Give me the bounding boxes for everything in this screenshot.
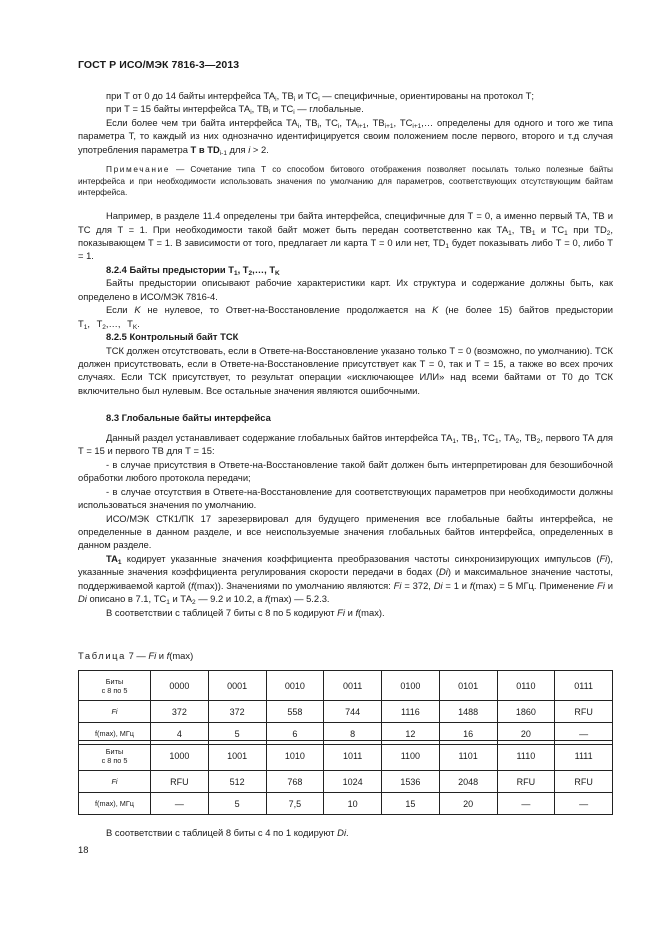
table-caption: Таблица 7 — Fi и f(max) bbox=[78, 650, 194, 661]
table-7-part-2 bbox=[78, 740, 613, 815]
table-cell: 10 bbox=[324, 793, 382, 815]
document-body bbox=[78, 89, 613, 619]
paragraph: Данный раздел устанавливает содержание глобальных байтов интерфейса $ТА_1$, $ТВ_1$, $ТС_1$, $ТА_2$, $ТВ_2$, первого ТА для Т = 15 и первого ТВ для Т = 15: bbox=[78, 431, 613, 457]
section-heading-8-3: 8.3 Глобальные байты интерфейса bbox=[106, 412, 271, 424]
paragraph: Если K не нулевое, то Ответ-на-Восстановление продолжается на K (не более 15) байтов предыстории $Т_1$, $Т_2,\dots$, $Т_K$. bbox=[78, 304, 613, 331]
paragraph: Например, в разделе 11.4 определены три байта интерфейса, специфичные для Т = 0, а именно первый ТА, ТВ и ТС для Т = 1. При необходимости такой байт может быть передан соответственно как $ТА_1$, $ТВ_1$ и $ТС_1$ при $ТD_2$, показывающем Т = 1. В зависимости от того, предлагает ли карта Т = 0 или нет, $ТD_1$ будет показывать либо Т = 0, либо Т = 1. bbox=[78, 210, 613, 262]
table-cell: 16 bbox=[439, 723, 497, 745]
list-item: - в случае присутствия в Ответе-на-Восстановление такой байт должен быть интерпретирован для безошибочной обработки любого протокола передачи; bbox=[78, 458, 613, 484]
row-header-fmax: f(max), МГц bbox=[79, 723, 151, 745]
note: Примечание — Сочетание типа Т со способом битового отображения позволяет посылать только полезные байты интерфейса и при необходимости использовать значения по умолчанию для параметров, соответствующих отсутствующим байтам интерфейса. bbox=[78, 164, 613, 198]
list-item: - в случае отсутствия в Ответе-на-Восстановление для соответствующих параметров при необходимости должны использоваться значения по умолчанию. bbox=[78, 485, 613, 511]
paragraph: ИСО/МЭК СТК1/ПК 17 зарезервировал для будущего применения все глобальные байты интерфейса, не определенные в данном разделе, и все неиспользуемые значения глобальных байтов интерфейса, определенных в данном разделе. bbox=[78, 512, 613, 551]
table-cell: 744 bbox=[324, 701, 382, 723]
table-cell: RFU bbox=[151, 771, 209, 793]
table-cell: 1011 bbox=[324, 741, 382, 771]
section-heading-8-2-4: 8.2.4 Байты предыстории $Т_1$, $Т_2,\dots$, $Т_K$ bbox=[106, 263, 280, 277]
row-header-bits: Биты с 8 по 5 bbox=[79, 671, 151, 701]
table-cell: 7,5 bbox=[266, 793, 324, 815]
table-cell: 372 bbox=[151, 701, 209, 723]
table-cell: 0000 bbox=[151, 671, 209, 701]
paragraph: Если более чем три байта интерфейса $ТА_i$, $ТВ_i$, $ТС_i$, $ТА_{i+1}$, $ТВ_{i+1}$, $ТС_{i+1},\dots$ определены для одного и того же типа параметра Т, то каждый из них однозначно идентифицируется своим положением после первого, второго и т.д случая употребления параметра Т в $ТD_{i-1}$ для i > 2. bbox=[78, 116, 613, 157]
table-cell: — bbox=[555, 723, 613, 745]
table-cell: 1010 bbox=[266, 741, 324, 771]
table-cell: 0100 bbox=[382, 671, 440, 701]
paragraph: при Т от 0 до 14 байты интерфейса $ТА_i$, $ТВ_i$ и $ТС_i$ — специфичные, ориентированы на протокол Т; bbox=[106, 90, 534, 103]
table-cell: RFU bbox=[555, 701, 613, 723]
paragraph: Байты предыстории описывают рабочие характеристики карт. Их структура и содержание должны быть, как определено в ИСО/МЭК 7816-4. bbox=[78, 277, 613, 302]
table-cell: 1000 bbox=[151, 741, 209, 771]
table-row bbox=[79, 771, 613, 793]
table-cell: 15 bbox=[382, 793, 440, 815]
table-cell: RFU bbox=[497, 771, 555, 793]
table-cell: 6 bbox=[266, 723, 324, 745]
table-cell: 4 bbox=[151, 723, 209, 745]
table-cell: 1488 bbox=[439, 701, 497, 723]
table-cell: 1111 bbox=[555, 741, 613, 771]
table-cell: 5 bbox=[208, 793, 266, 815]
table-row bbox=[79, 741, 613, 771]
table-cell: 0010 bbox=[266, 671, 324, 701]
table-cell: 512 bbox=[208, 771, 266, 793]
table-cell: 1100 bbox=[382, 741, 440, 771]
row-header-fi: Fi bbox=[79, 771, 151, 793]
table-cell: 0101 bbox=[439, 671, 497, 701]
table-cell: 1110 bbox=[497, 741, 555, 771]
table-7-part-1 bbox=[78, 670, 613, 745]
page-number: 18 bbox=[78, 844, 89, 855]
table-cell: 0110 bbox=[497, 671, 555, 701]
row-header-bits: Биты с 8 по 5 bbox=[79, 741, 151, 771]
paragraph: ТСК должен отсутствовать, если в Ответе-на-Восстановление указано только Т = 0 (возможно, по умолчанию). ТСК должен присутствовать, если в Ответе-на-Восстановление присутствует как Т = 0, так и Т = 15, а также во всех прочих случаях. Если ТСК присутствует, то результат операции «исключающее ИЛИ» над всеми байтами от Т0 до ТСК включительно был нулевым. Все остальные значения являются ошибочными. bbox=[78, 344, 613, 396]
table-cell: 768 bbox=[266, 771, 324, 793]
document-header: ГОСТ Р ИСО/МЭК 7816-3—2013 bbox=[78, 59, 240, 71]
table-cell: 12 bbox=[382, 723, 440, 745]
table-cell: 1101 bbox=[439, 741, 497, 771]
table-cell: 0001 bbox=[208, 671, 266, 701]
row-header-fmax: f(max), МГц bbox=[79, 793, 151, 815]
table-cell: 2048 bbox=[439, 771, 497, 793]
table-cell: 1024 bbox=[324, 771, 382, 793]
table-cell: 20 bbox=[439, 793, 497, 815]
paragraph: В соответствии с таблицей 7 биты с 8 по 5 кодируют Fi и f(max). bbox=[106, 606, 385, 618]
table-cell: RFU bbox=[555, 771, 613, 793]
note-label: Примечание bbox=[106, 164, 171, 175]
table-cell: 1001 bbox=[208, 741, 266, 771]
table-row bbox=[79, 793, 613, 815]
table-row bbox=[79, 701, 613, 723]
paragraph: $ТА_1$ кодирует указанные значения коэффициента преобразования частоты синхронизирующих импульсов (Fi), указанные значения коэффициента регулирования скорости передачи в бодах (Di) и максимальное значение частоты, поддерживаемой картой (f(max)). Значениями по умолчанию являются: Fi = 372, Di = 1 и f(max) = 5 МГц. Применение Fi и Di описано в 7.1, $ТС_1$ и $ТА_2$ — 9.2 и 10.2, а f(max) — 5.2.3. bbox=[78, 552, 613, 607]
table-cell: 8 bbox=[324, 723, 382, 745]
table-row bbox=[79, 671, 613, 701]
paragraph: при Т = 15 байты интерфейса $ТА_i$, $ТВ_i$ и $ТС_i$ — глобальные. bbox=[106, 103, 364, 117]
table-cell: 1860 bbox=[497, 701, 555, 723]
table-cell: 1116 bbox=[382, 701, 440, 723]
table-cell: 20 bbox=[497, 723, 555, 745]
table-cell: 5 bbox=[208, 723, 266, 745]
row-header-fi: Fi bbox=[79, 701, 151, 723]
table-cell: 558 bbox=[266, 701, 324, 723]
table-cell: — bbox=[555, 793, 613, 815]
table-cell: 0111 bbox=[555, 671, 613, 701]
table-cell: 1536 bbox=[382, 771, 440, 793]
section-heading-8-2-5: 8.2.5 Контрольный байт ТСК bbox=[106, 331, 239, 343]
table-cell: 372 bbox=[208, 701, 266, 723]
table-cell: 0011 bbox=[324, 671, 382, 701]
table-cell: — bbox=[497, 793, 555, 815]
table-cell: — bbox=[151, 793, 209, 815]
paragraph: В соответствии с таблицей 8 биты с 4 по 1 кодируют Di. bbox=[106, 827, 349, 838]
